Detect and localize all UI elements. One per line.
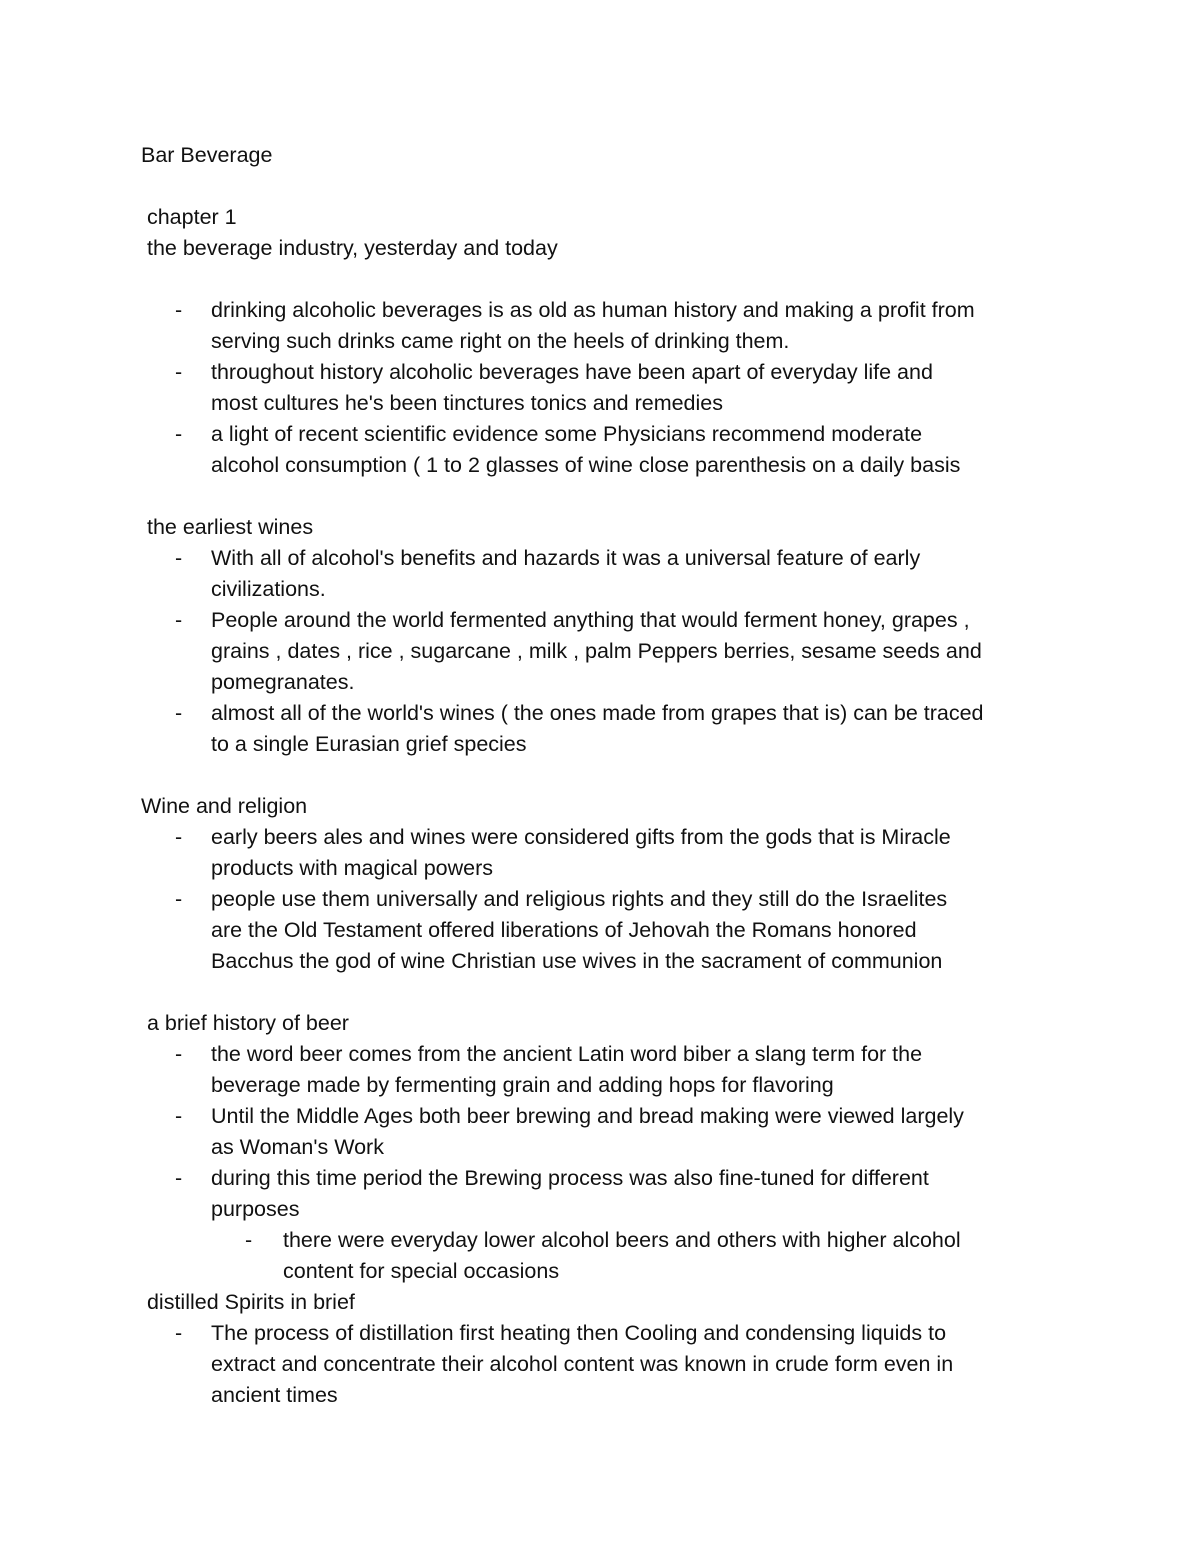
- dash-bullet: -: [175, 701, 183, 725]
- spacer: [141, 760, 1071, 791]
- dash-bullet: -: [175, 1321, 183, 1345]
- spacer: [141, 171, 1071, 202]
- spacer: [141, 264, 1071, 295]
- list-item-text: during this time period the Brewing process was also fine-tuned for different purposes: [211, 1166, 929, 1221]
- list-item-text: The process of distillation first heating then Cooling and condensing liquids to extract and concentrate their alcohol content was known in crude form even in ancient times: [211, 1321, 954, 1407]
- dash-bullet: -: [245, 1228, 253, 1252]
- dash-bullet: -: [175, 887, 183, 911]
- list-item: [141, 543, 1071, 605]
- list-item-text: Until the Middle Ages both beer brewing and bread making were viewed largely as Woman's Work: [211, 1104, 964, 1159]
- list-item-text: the word beer comes from the ancient Latin word biber a slang term for the beverage made by fermenting grain and adding hops for flavoring: [211, 1042, 923, 1097]
- dash-bullet: -: [175, 546, 183, 570]
- section-heading: distilled Spirits in brief: [141, 1290, 355, 1314]
- list-item-text: almost all of the world's wines ( the ones made from grapes that is) can be traced to a single Eurasian grief species: [211, 701, 984, 756]
- list-item: [141, 822, 1071, 884]
- section-heading: a brief history of beer: [141, 1011, 349, 1035]
- list-item-text: people use them universally and religious rights and they still do the Israelites are the Old Testament offered liberations of Jehovah the Romans honored Bacchus the god of wine Christian use wives in the sacrament of communion: [211, 887, 948, 973]
- document-title: Bar Beverage: [141, 143, 273, 167]
- list-item-text: drinking alcoholic beverages is as old as human history and making a profit from serving such drinks came right on the heels of drinking them.: [211, 298, 975, 353]
- dash-bullet: -: [175, 608, 183, 632]
- dash-bullet: -: [175, 1042, 183, 1066]
- list-item: [141, 884, 1071, 977]
- dash-bullet: -: [175, 360, 183, 384]
- list-item-text: People around the world fermented anything that would ferment honey, grapes , grains , dates , rice , sugarcane , milk , palm Peppers berries, sesame seeds and pomegranates.: [211, 608, 982, 694]
- list-item: [141, 419, 1071, 481]
- spacer: [141, 977, 1071, 1008]
- list-item: [141, 698, 1071, 760]
- list-item-text: With all of alcohol's benefits and hazards it was a universal feature of early civilizations.: [211, 546, 921, 601]
- spacer: [141, 481, 1071, 512]
- dash-bullet: -: [175, 1166, 183, 1190]
- list-item: [141, 295, 1071, 357]
- list-item: [141, 1101, 1071, 1163]
- list-item-text: throughout history alcoholic beverages have been apart of everyday life and most cultures he's been tinctures tonics and remedies: [211, 360, 933, 415]
- section-heading: the earliest wines: [141, 515, 314, 539]
- dash-bullet: -: [175, 825, 183, 849]
- chapter-label: chapter 1: [141, 205, 237, 229]
- list-item: [141, 1039, 1071, 1101]
- list-item: [141, 1163, 1071, 1225]
- list-item: [141, 605, 1071, 698]
- dash-bullet: -: [175, 422, 183, 446]
- list-item-text: a light of recent scientific evidence some Physicians recommend moderate alcohol consumption ( 1 to 2 glasses of wine close parenthesis on a daily basis: [211, 422, 961, 477]
- document-body: [141, 140, 1071, 1411]
- list-item-text: there were everyday lower alcohol beers and others with higher alcohol content for special occasions: [283, 1228, 961, 1283]
- dash-bullet: -: [175, 1104, 183, 1128]
- list-item: [141, 357, 1071, 419]
- chapter-heading: the beverage industry, yesterday and today: [141, 236, 558, 260]
- list-item-text: early beers ales and wines were considered gifts from the gods that is Miracle products with magical powers: [211, 825, 951, 880]
- section-heading: Wine and religion: [141, 794, 308, 818]
- sub-list-item: [141, 1225, 1071, 1287]
- list-item: [141, 1318, 1071, 1411]
- dash-bullet: -: [175, 298, 183, 322]
